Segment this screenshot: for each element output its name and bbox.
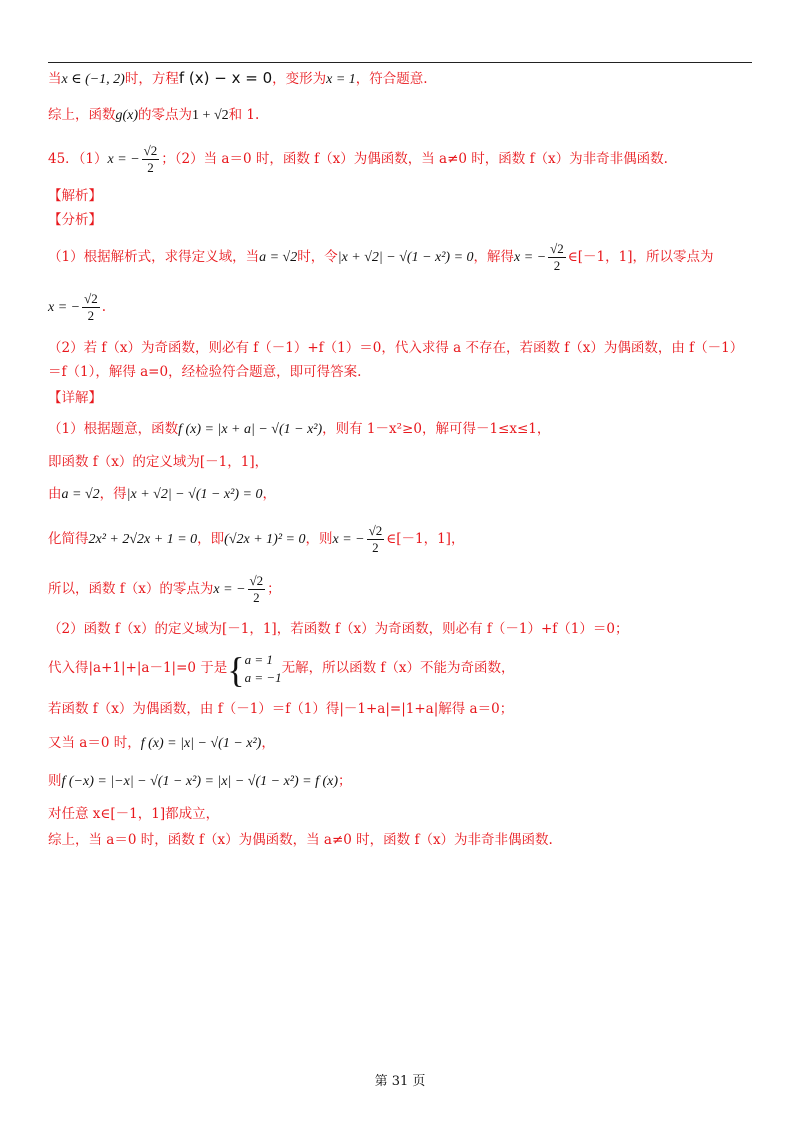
line-15: 所以，函数 f（x）的零点为x = − $\frac{√2}{2}$ ； — [48, 573, 281, 605]
line-22: 综上，当 a＝0 时，函数 f（x）为偶函数，当 a≠0 时，函数 f（x）为非奇非偶函数. — [48, 832, 553, 848]
line-1: 当x ∈ (−1, 2)时，方程f (x) − x = 0，变形为x = 1，符合题意. — [48, 69, 428, 87]
line-14: 化简得2x² + 2√2x + 1 = 0，即(√2x + 1)² = 0，则x = − $\frac{√2}{2}$ ∈[－1，1]， — [48, 523, 465, 555]
line-18: 若函数 f（x）为偶函数，由 f（－1）＝f（1）得|－1+a|=|1+a|解得 a＝0； — [48, 701, 514, 717]
line-answer-45: 45．（1）x = − $\frac{√2}{2}$ ；（2）当 a＝0 时，函数 f（x）为偶函数，当 a≠0 时，函数 f（x）为非奇非偶函数. — [48, 143, 668, 175]
page-number: 第 31 页 — [374, 1074, 426, 1089]
line-21: 对任意 x∈[－1，1]都成立， — [48, 806, 220, 822]
line-6: （1）根据解析式，求得定义域，当a = √2时，令|x + √2| − √(1 − x²) = 0，解得x = − $\frac{√2}{2}$ ∈[－1，1]，所以零点为 — [48, 241, 714, 273]
line-7: x = − $\frac{√2}{2}$ . — [48, 291, 107, 323]
line-12: 即函数 f（x）的定义域为[－1，1]， — [48, 454, 269, 470]
line-8: （2）若 f（x）为奇函数，则必有 f（－1）+f（1）＝0，代入求得 a 不存在，若函数 f（x）为偶函数，由 f（－1） — [48, 340, 744, 356]
line-20: 则f (−x) = |−x| − √(1 − x²) = |x| − √(1 − x²) = f (x)； — [48, 773, 352, 789]
line-19: 又当 a＝0 时，f (x) = |x| − √(1 − x²)， — [48, 735, 275, 751]
line-17: 代入得|a+1|+|a－1|=0 于是{ a = 1 a = −1 无解，所以函数 f（x）不能为奇函数， — [48, 649, 515, 690]
line-11: （1）根据题意，函数f (x) = |x + a| − √(1 − x²)，则有 1－x²≥0，解可得－1≤x≤1， — [48, 421, 551, 437]
section-jiexi: 【解析】 — [48, 188, 102, 204]
fraction: $\frac{√2}{2}$ — [368, 523, 383, 555]
fraction: $\frac{√2}{2}$ — [550, 241, 564, 273]
fraction: $\frac{√2}{2}$ — [249, 573, 264, 605]
equation-system: { a = 1 a = −1 — [227, 649, 282, 690]
line-16: （2）函数 f（x）的定义域为[－1，1]，若函数 f（x）为奇函数，则必有 f（－1）+f（1）＝0； — [48, 621, 629, 637]
line-2: 综上，函数g(x)的零点为1 + √2和 1. — [48, 107, 260, 123]
line-9: ＝f（1），解得 a=0，经检验符合题意，即可得答案. — [48, 364, 362, 380]
section-fenxi: 【分析】 — [48, 212, 102, 228]
header-rule — [48, 62, 752, 63]
line-13: 由a = √2，得|x + √2| − √(1 − x²) = 0， — [48, 486, 276, 502]
section-xiangjie: 【详解】 — [48, 390, 102, 406]
fraction: $\frac{√2}{2}$ — [84, 291, 98, 323]
fraction: $\frac{√2}{2}$ — [143, 143, 158, 175]
